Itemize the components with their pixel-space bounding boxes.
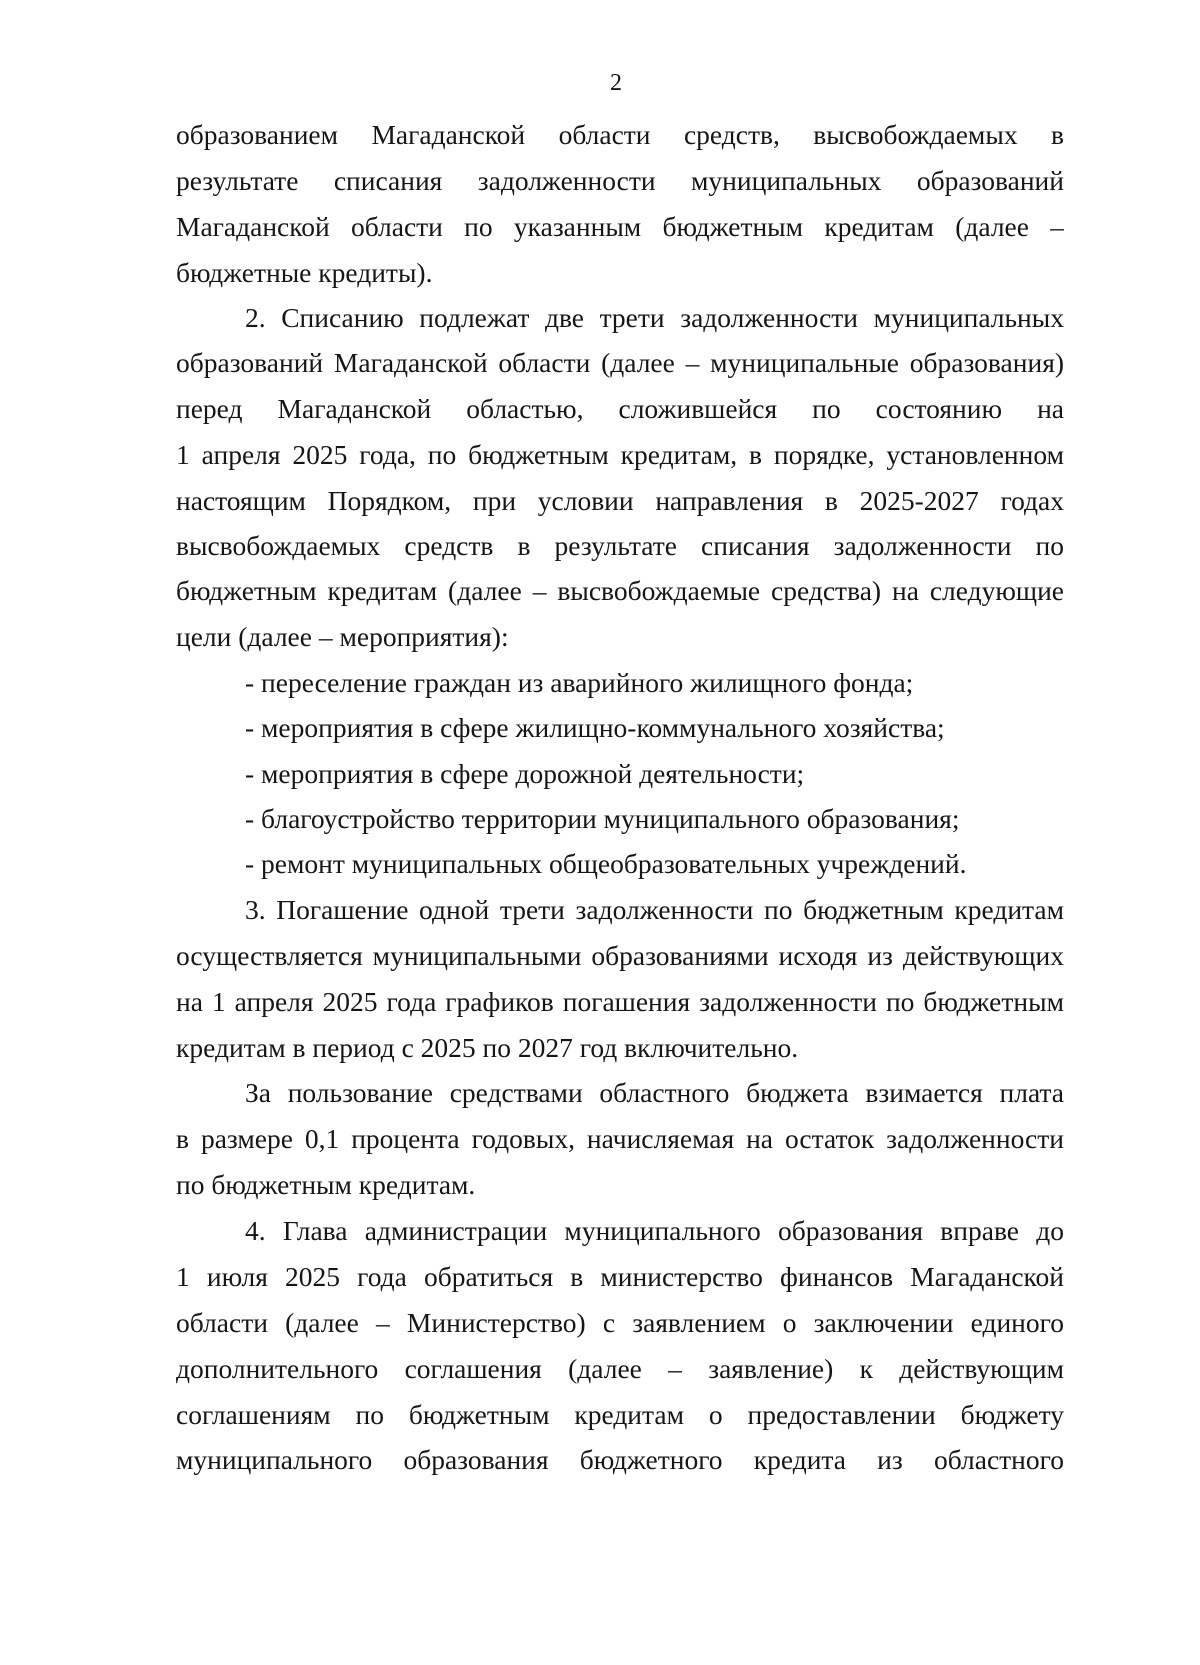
list-item: - мероприятия в сфере дорожной деятельности; (245, 758, 805, 789)
text-line: результате списания задолженности муниципальных образований (176, 165, 1064, 196)
text-line: настоящим Порядком, при условии направления в 2025-2027 годах (176, 485, 1064, 516)
text-line: 1 июля 2025 года обратиться в министерство финансов Магаданской (176, 1261, 1064, 1292)
text-line: Магаданской области по указанным бюджетным кредитам (далее – (176, 211, 1064, 242)
text-line: на 1 апреля 2025 года графиков погашения задолженности по бюджетным (176, 986, 1064, 1017)
paragraph-start: За пользование средствами областного бюджета взимается плата (245, 1077, 1064, 1108)
list-item: - благоустройство территории муниципального образования; (245, 803, 960, 834)
text-line: кредитам в период с 2025 по 2027 год включительно. (176, 1032, 799, 1063)
paragraph-start: 3. Погашение одной трети задолженности по бюджетным кредитам (245, 894, 1064, 925)
list-item: - мероприятия в сфере жилищно-коммунального хозяйства; (245, 712, 945, 743)
text-line: в размере 0,1 процента годовых, начисляемая на остаток задолженности (176, 1123, 1064, 1154)
text-line: по бюджетным кредитам. (176, 1169, 476, 1200)
paragraph-start: 4. Глава администрации муниципального образования вправе до (245, 1215, 1064, 1246)
page-number: 2 (610, 70, 622, 96)
text-line: бюджетным кредитам (далее – высвобождаемые средства) на следующие (176, 575, 1064, 606)
paragraph-start: 2. Списанию подлежат две трети задолженности муниципальных (245, 302, 1064, 333)
list-item: - переселение граждан из аварийного жилищного фонда; (245, 667, 914, 698)
text-line: области (далее – Министерство) с заявлением о заключении единого (176, 1307, 1064, 1338)
text-line: дополнительного соглашения (далее – заявление) к действующим (176, 1353, 1064, 1384)
text-line: муниципального образования бюджетного кредита из областного (176, 1444, 1064, 1475)
text-line: 1 апреля 2025 года, по бюджетным кредитам, в порядке, установленном (176, 439, 1064, 470)
list-item: - ремонт муниципальных общеобразовательных учреждений. (245, 848, 967, 879)
text-line: бюджетные кредиты). (176, 257, 433, 288)
text-line: соглашениям по бюджетным кредитам о предоставлении бюджету (176, 1399, 1064, 1430)
text-line: цели (далее – мероприятия): (176, 621, 509, 652)
text-line: образований Магаданской области (далее – муниципальные образования) (176, 347, 1064, 378)
text-line: образованием Магаданской области средств, высвобождаемых в (176, 119, 1064, 150)
text-line: высвобождаемых средств в результате списания задолженности по (176, 530, 1064, 561)
text-line: перед Магаданской областью, сложившейся по состоянию на (176, 393, 1064, 424)
text-line: осуществляется муниципальными образованиями исходя из действующих (176, 940, 1064, 971)
